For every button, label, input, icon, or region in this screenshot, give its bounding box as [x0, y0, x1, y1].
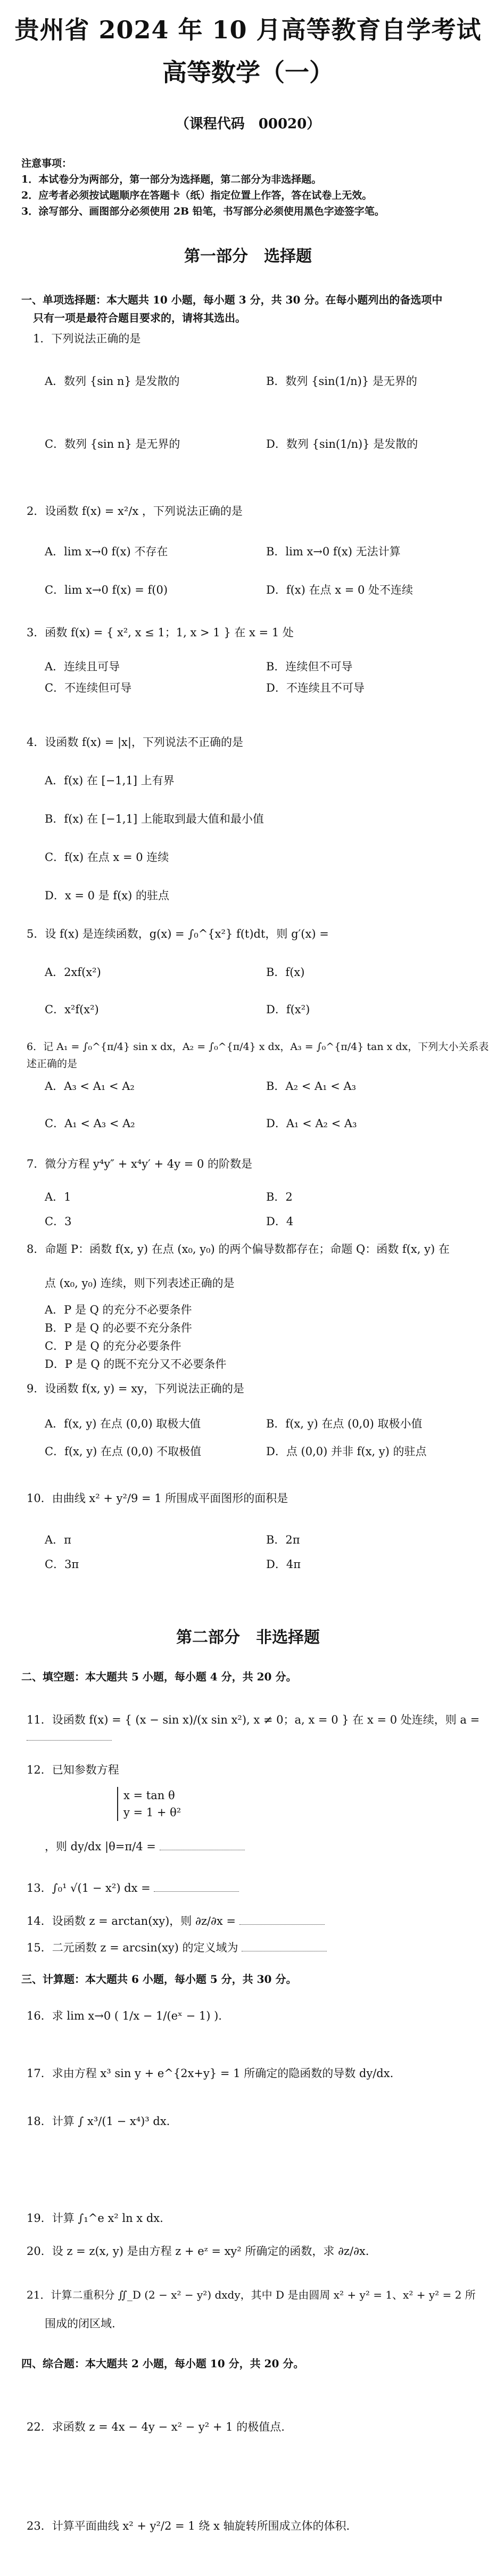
q6-option-d: D．A₁ < A₂ < A₃ [266, 1117, 357, 1130]
q2-option-d: D．f(x) 在点 x = 0 处不连续 [266, 584, 414, 596]
q11-text: 11．设函数 f(x) = { (x − sin x)/(x sin x²), x ≠ 0；a, x = 0 } 在 x = 0 处连续，则 a = [27, 1713, 480, 1726]
q8-option-d: D．P 是 Q 的既不充分又不必要条件 [45, 1358, 227, 1371]
q4-stem: 4．设函数 f(x) = |x|，下列说法不正确的是 [27, 736, 243, 749]
q10-option-c: C．3π [45, 1558, 79, 1571]
q9-option-a: A．f(x, y) 在点 (0,0) 取极大值 [45, 1417, 201, 1430]
q14-text: 14．设函数 z = arctan(xy)，则 ∂z/∂x = [27, 1915, 236, 1927]
q12-tail [45, 1838, 245, 1855]
q7-option-c: C．3 [45, 1215, 72, 1228]
q17: 17．求由方程 x³ sin y + e^{2x+y} = 1 所确定的隐函数的导数 dy/dx. [27, 2067, 394, 2080]
q7-option-b: B．2 [266, 1191, 293, 1203]
q13-text: 13．∫₀¹ √(1 − x²) dx = [27, 1882, 151, 1894]
q13 [27, 1880, 239, 1897]
q18: 18．计算 ∫ x³/(1 − x⁴)³ dx. [27, 2115, 170, 2128]
notes-item: 3．涂写部分、画图部分必须使用 2B 铅笔，书写部分必须使用黑色字迹签字笔。 [21, 206, 385, 217]
q1-option-b: B．数列 {sin(1/n)} 是无界的 [266, 375, 417, 388]
q5-option-a: A．2xf(x²) [45, 966, 101, 979]
q6-stem: 6．记 A₁ = ∫₀^{π/4} sin x dx，A₂ = ∫₀^{π/4} x dx，A₃ = ∫₀^{π/4} tan x dx，下列大小关系表述正确的是 [27, 1041, 489, 1070]
q8-option-b: B．P 是 Q 的必要不充分条件 [45, 1322, 192, 1334]
q8-option-a: A．P 是 Q 的充分不必要条件 [45, 1303, 192, 1316]
q4-option-a: A．f(x) 在 [−1,1] 上有界 [45, 774, 175, 787]
q3-option-a: A．连续且可导 [45, 660, 120, 673]
q2-stem: 2．设函数 f(x) = x²/x ，下列说法正确的是 [27, 505, 243, 518]
subject-title: 高等数学（一） [162, 58, 334, 87]
q21-line2: 围成的闭区域. [45, 2317, 115, 2330]
section1-heading-line: 只有一项是最符合题目要求的，请将其选出。 [33, 311, 246, 324]
q6-option-a: A．A₃ < A₁ < A₂ [45, 1080, 135, 1093]
q8-stem-line1: 8．命题 P：函数 f(x, y) 在点 (x₀, y₀) 的两个偏导数都存在；命题 Q：函数 f(x, y) 在 [27, 1243, 450, 1256]
section4-heading: 四、综合题：本大题共 2 小题，每小题 10 分，共 20 分。 [21, 2357, 304, 2370]
q14 [27, 1913, 325, 1930]
q15 [27, 1939, 327, 1956]
q2-option-c: C．lim x→0 f(x) = f(0) [45, 584, 168, 596]
q8-stem-line2: 点 (x₀, y₀) 连续，则下列表述正确的是 [45, 1277, 235, 1290]
exam-title: 贵州省 2024 年 10 月高等教育自学考试 [14, 15, 482, 44]
q8-option-c: C．P 是 Q 的充分必要条件 [45, 1340, 181, 1352]
q16: 16．求 lim x→0 ( 1/x − 1/(eˣ − 1) ). [27, 2009, 222, 2022]
notes-item: 2．应考者必须按试题顺序在答题卡（纸）指定位置上作答，答在试卷上无效。 [21, 190, 373, 201]
q13-answer-blank[interactable] [154, 1881, 239, 1892]
q3-stem: 3．函数 f(x) = { x², x ≤ 1；1, x > 1 } 在 x = 1 处 [27, 626, 294, 639]
q14-answer-blank[interactable] [239, 1914, 325, 1925]
q12-tail-text: ，则 dy/dx |θ=π/4 = [45, 1840, 156, 1853]
q6-option-c: C．A₁ < A₃ < A₂ [45, 1117, 135, 1130]
q20: 20．设 z = z(x, y) 是由方程 z + eᶻ = xy² 所确定的函数，求 ∂z/∂x. [27, 2245, 369, 2258]
section1-heading-line: 一、单项选择题：本大题共 10 小题，每小题 3 分，共 30 分。在每小题列出的备选项中 [21, 293, 443, 306]
notes-item: 1．本试卷分为两部分，第一部分为选择题，第二部分为非选择题。 [21, 174, 322, 185]
section3-heading: 三、计算题：本大题共 6 小题，每小题 5 分，共 30 分。 [21, 1973, 297, 1986]
q5-option-d: D．f(x²) [266, 1003, 310, 1016]
part2-title: 第二部分 非选择题 [176, 1628, 320, 1647]
q23: 23．计算平面曲线 x² + y²/2 = 1 绕 x 轴旋转所围成立体的体积. [27, 2520, 350, 2532]
q3-option-d: D．不连续且不可导 [266, 682, 365, 694]
q3-option-c: C．不连续但可导 [45, 682, 132, 694]
q2-option-a: A．lim x→0 f(x) 不存在 [45, 545, 168, 558]
q21-line1: 21．计算二重积分 ∬_D (2 − x² − y²) dxdy，其中 D 是由圆周 x² + y² = 1、x² + y² = 2 所 [27, 2288, 476, 2301]
q9-option-b: B．f(x, y) 在点 (0,0) 取极小值 [266, 1417, 423, 1430]
q4-option-c: C．f(x) 在点 x = 0 连续 [45, 851, 169, 864]
q12-equation: x = tan θ [123, 1789, 175, 1802]
q5-option-b: B．f(x) [266, 966, 305, 979]
q1-option-a: A．数列 {sin n} 是发散的 [45, 375, 180, 388]
q6-option-b: B．A₂ < A₁ < A₃ [266, 1080, 357, 1093]
q19: 19．计算 ∫₁^e x² ln x dx. [27, 2212, 163, 2225]
q10-stem: 10．由曲线 x² + y²/9 = 1 所围成平面图形的面积是 [27, 1492, 288, 1505]
q11 [27, 1711, 496, 1745]
q15-answer-blank[interactable] [242, 1940, 327, 1951]
q22: 22．求函数 z = 4x − 4y − x² − y² + 1 的极值点. [27, 2421, 285, 2433]
part1-title: 第一部分 选择题 [184, 247, 312, 266]
q5-option-c: C．x²f(x²) [45, 1003, 99, 1016]
q9-option-c: C．f(x, y) 在点 (0,0) 不取极值 [45, 1445, 202, 1458]
q2-option-b: B．lim x→0 f(x) 无法计算 [266, 545, 401, 558]
q3-option-b: B．连续但不可导 [266, 660, 353, 673]
q1-stem: 1．下列说法正确的是 [33, 332, 141, 345]
q4-option-d: D．x = 0 是 f(x) 的驻点 [45, 889, 170, 902]
q10-option-b: B．2π [266, 1533, 300, 1546]
q9-option-d: D．点 (0,0) 并非 f(x, y) 的驻点 [266, 1445, 427, 1458]
notes-block [21, 155, 385, 219]
notes-heading: 注意事项： [21, 158, 72, 169]
q7-option-a: A．1 [45, 1191, 71, 1203]
q11-answer-blank[interactable] [27, 1729, 112, 1741]
q4-option-b: B．f(x) 在 [−1,1] 上能取到最大值和最小值 [45, 813, 264, 825]
q12-system [117, 1787, 181, 1821]
q10-option-a: A．π [45, 1533, 71, 1546]
q10-option-d: D．4π [266, 1558, 301, 1571]
q12-equation: y = 1 + θ² [123, 1806, 181, 1819]
course-code: （课程代码 00020） [175, 116, 321, 132]
q1-option-c: C．数列 {sin n} 是无界的 [45, 438, 180, 450]
q15-text: 15．二元函数 z = arcsin(xy) 的定义域为 [27, 1941, 238, 1954]
q7-stem: 7．微分方程 y⁴y″ + x⁴y′ + 4y = 0 的阶数是 [27, 1158, 253, 1170]
q12-stem: 12．已知参数方程 [27, 1763, 119, 1776]
section1-heading [21, 291, 442, 327]
section2-heading: 二、填空题：本大题共 5 小题，每小题 4 分，共 20 分。 [21, 1670, 297, 1683]
q7-option-d: D．4 [266, 1215, 294, 1228]
q5-stem: 5．设 f(x) 是连续函数，g(x) = ∫₀^{x²} f(t)dt，则 g′(x) = [27, 928, 329, 940]
q1-option-d: D．数列 {sin(1/n)} 是发散的 [266, 438, 418, 450]
q9-stem: 9．设函数 f(x, y) = xy，下列说法正确的是 [27, 1382, 244, 1395]
q12-answer-blank[interactable] [160, 1839, 245, 1850]
